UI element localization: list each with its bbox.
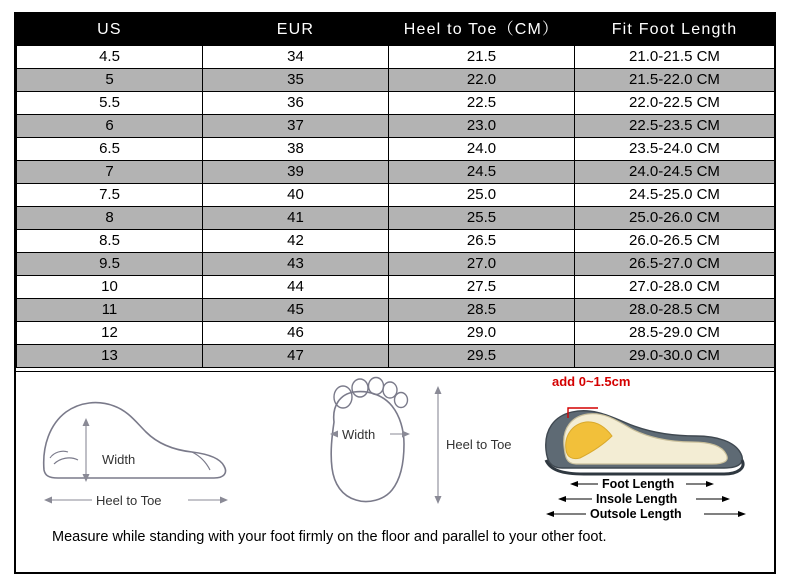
- cell-heel-to-toe: 29.0: [389, 322, 575, 345]
- cell-us: 8: [17, 207, 203, 230]
- length-dimension-group: [44, 491, 228, 509]
- cell-fit-foot-length: 22.0-22.5 CM: [575, 92, 775, 115]
- cell-us: 9.5: [17, 253, 203, 276]
- cell-heel-to-toe: 22.0: [389, 69, 575, 92]
- cell-us: 12: [17, 322, 203, 345]
- toe-5: [395, 393, 408, 408]
- table-row: [17, 276, 775, 299]
- toe-detail-path: [54, 458, 78, 464]
- cell-eur: 43: [203, 253, 389, 276]
- table-row: [17, 299, 775, 322]
- cell-eur: 39: [203, 161, 389, 184]
- cell-heel-to-toe: 27.0: [389, 253, 575, 276]
- cell-fit-foot-length: 27.0-28.0 CM: [575, 276, 775, 299]
- toe-2: [352, 379, 368, 397]
- cell-us: 13: [17, 345, 203, 368]
- outsole-length-arrow-left: [546, 511, 554, 517]
- cell-eur: 47: [203, 345, 389, 368]
- add-allowance-label: add 0~1.5cm: [552, 374, 631, 389]
- cell-heel-to-toe: 22.5: [389, 92, 575, 115]
- shoe-fit-svg: [528, 372, 768, 522]
- foot-side-view-svg: [24, 372, 276, 522]
- cell-us: 10: [17, 276, 203, 299]
- cell-heel-to-toe: 21.5: [389, 46, 575, 69]
- foot-length-dimension-group: [570, 476, 714, 492]
- cell-us: 5.5: [17, 92, 203, 115]
- table-header: [17, 15, 775, 46]
- cell-us: 6.5: [17, 138, 203, 161]
- cell-fit-foot-length: 28.0-28.5 CM: [575, 299, 775, 322]
- top-width-arrow-head-right: [402, 431, 410, 438]
- table-row: [17, 92, 775, 115]
- diagram-area: [16, 371, 774, 572]
- cell-fit-foot-length: 25.0-26.0 CM: [575, 207, 775, 230]
- column-header-eur: EUR: [203, 15, 389, 46]
- table-row: [17, 69, 775, 92]
- width-label: Width: [102, 452, 136, 467]
- cell-us: 7.5: [17, 184, 203, 207]
- cell-fit-foot-length: 29.0-30.0 CM: [575, 345, 775, 368]
- table-row: [17, 46, 775, 69]
- cell-fit-foot-length: 28.5-29.0 CM: [575, 322, 775, 345]
- cell-eur: 42: [203, 230, 389, 253]
- toe-detail-2-path: [50, 451, 68, 458]
- cell-eur: 41: [203, 207, 389, 230]
- toe-3: [369, 378, 384, 395]
- cell-heel-to-toe: 23.0: [389, 115, 575, 138]
- column-header-heel-to-toe: Heel to Toe（CM）: [389, 15, 575, 46]
- table-row: [17, 345, 775, 368]
- outsole-length-arrow-right: [738, 511, 746, 517]
- cell-fit-foot-length: 26.5-27.0 CM: [575, 253, 775, 276]
- foot-top-view-svg: [288, 372, 518, 522]
- cell-heel-to-toe: 24.0: [389, 138, 575, 161]
- top-heel-to-toe-label: Heel to Toe: [446, 437, 512, 452]
- table-row: [17, 207, 775, 230]
- cell-eur: 45: [203, 299, 389, 322]
- top-length-dimension-group: [435, 386, 512, 504]
- cell-eur: 34: [203, 46, 389, 69]
- table-body: [17, 46, 775, 368]
- cell-fit-foot-length: 24.0-24.5 CM: [575, 161, 775, 184]
- cell-fit-foot-length: 26.0-26.5 CM: [575, 230, 775, 253]
- cell-heel-to-toe: 26.5: [389, 230, 575, 253]
- column-header-us: US: [17, 15, 203, 46]
- foot-length-arrow-right: [706, 481, 714, 487]
- cell-us: 7: [17, 161, 203, 184]
- cell-heel-to-toe: 27.5: [389, 276, 575, 299]
- cell-eur: 46: [203, 322, 389, 345]
- top-width-label: Width: [342, 427, 376, 442]
- toe-4: [383, 382, 397, 398]
- cell-heel-to-toe: 25.0: [389, 184, 575, 207]
- table-row: [17, 115, 775, 138]
- table-row: [17, 253, 775, 276]
- shoe-fit-diagram: [528, 372, 768, 522]
- width-arrow-head-top: [83, 418, 90, 426]
- top-length-arrow-head-top: [435, 386, 442, 394]
- cell-heel-to-toe: 25.5: [389, 207, 575, 230]
- cell-fit-foot-length: 21.0-21.5 CM: [575, 46, 775, 69]
- table-row: [17, 322, 775, 345]
- cell-us: 8.5: [17, 230, 203, 253]
- cell-eur: 35: [203, 69, 389, 92]
- cell-us: 4.5: [17, 46, 203, 69]
- column-header-fit-foot-length: Fit Foot Length: [575, 15, 775, 46]
- insole-length-arrow-left: [558, 496, 566, 502]
- cell-eur: 37: [203, 115, 389, 138]
- cell-heel-to-toe: 29.5: [389, 345, 575, 368]
- top-width-arrow-head-left: [330, 431, 338, 438]
- cell-fit-foot-length: 21.5-22.0 CM: [575, 69, 775, 92]
- length-arrow-head-left: [44, 497, 52, 504]
- table-row: [17, 184, 775, 207]
- foot-side-view-diagram: [24, 372, 276, 522]
- outsole-length-label: Outsole Length: [590, 507, 682, 521]
- top-width-dimension-group: [330, 425, 410, 443]
- insole-length-dimension-group: [558, 491, 730, 507]
- width-dimension-group: [83, 418, 151, 482]
- cell-eur: 38: [203, 138, 389, 161]
- heel-to-toe-label: Heel to Toe: [96, 493, 162, 508]
- cell-fit-foot-length: 24.5-25.0 CM: [575, 184, 775, 207]
- table-row: [17, 161, 775, 184]
- cell-eur: 40: [203, 184, 389, 207]
- foot-length-label: Foot Length: [602, 477, 675, 491]
- cell-fit-foot-length: 22.5-23.5 CM: [575, 115, 775, 138]
- foot-top-view-diagram: [288, 372, 518, 522]
- top-length-arrow-head-bottom: [435, 496, 442, 504]
- cell-eur: 44: [203, 276, 389, 299]
- table-row: [17, 138, 775, 161]
- insole-length-label: Insole Length: [596, 492, 678, 506]
- size-table: [16, 14, 775, 368]
- cell-us: 6: [17, 115, 203, 138]
- cell-fit-foot-length: 23.5-24.0 CM: [575, 138, 775, 161]
- length-arrow-head-right: [220, 497, 228, 504]
- cell-us: 11: [17, 299, 203, 322]
- table-row: [17, 230, 775, 253]
- measurement-note: Measure while standing with your foot firmly on the floor and parallel to your other foot.: [52, 529, 607, 545]
- cell-us: 5: [17, 69, 203, 92]
- header-row: [17, 15, 775, 46]
- insole-length-arrow-right: [722, 496, 730, 502]
- cell-heel-to-toe: 28.5: [389, 299, 575, 322]
- cell-heel-to-toe: 24.5: [389, 161, 575, 184]
- cell-eur: 36: [203, 92, 389, 115]
- foot-length-arrow-left: [570, 481, 578, 487]
- outsole-length-dimension-group: [546, 506, 746, 522]
